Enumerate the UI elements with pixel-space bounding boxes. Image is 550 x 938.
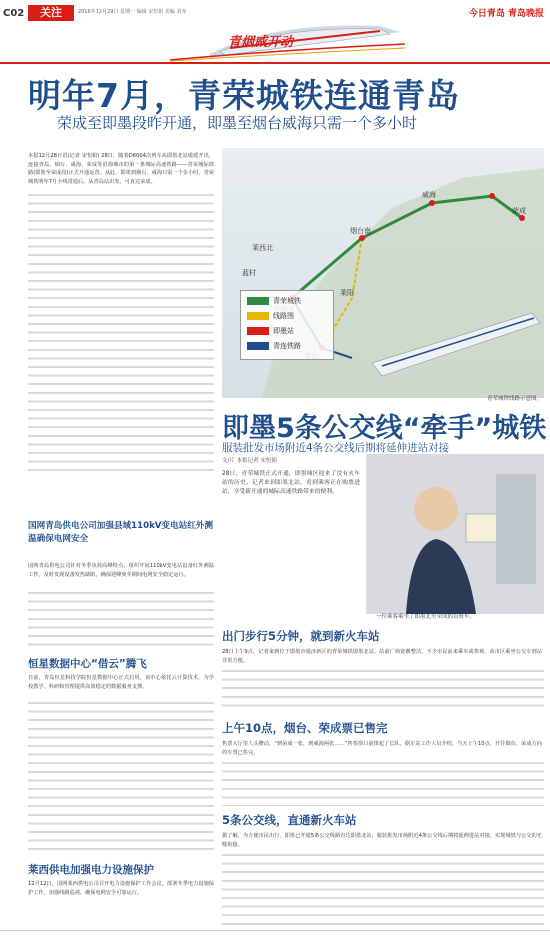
map-city-label: 烟台南 (350, 227, 371, 235)
map-city-label: 蓝村 (242, 269, 256, 277)
section-subheadline: 服装批发市场附近4条公交线后期将延伸进站对接 (222, 442, 450, 454)
map-city-label: 威海 (422, 191, 436, 199)
left-story-body (28, 590, 214, 648)
main-headline: 明年7月，青荣城铁连通青岛 (28, 76, 460, 115)
legend-item: 即墨站 (247, 326, 294, 336)
map-city-label: 莱阳 (340, 289, 354, 297)
story-body (222, 760, 544, 806)
route-map (222, 148, 544, 398)
left-story-title: 莱西供电加强电力设施保护 (28, 864, 154, 876)
story-subhead: 上午10点，烟台、荣成票已售完 (222, 721, 388, 735)
photo-caption: 一位乘客乘坐了即墨北至荣成的首班车。 (376, 614, 476, 620)
page-footer-rule (0, 930, 550, 931)
story-text: 售票大厅里人头攒动，“到荣成一张，到威海两张……”售票窗口前排起了长队。据车站工作人员介绍，当天上午10点，开往烟台、荣成方向的车票已售完。 (222, 741, 542, 756)
left-story-text: 12月12日，国网莱西供电公司召开电力设施保护工作会议，部署冬季电力设施保护工作，加强线路巡视，确保电网安全可靠运行。 (28, 881, 214, 896)
story-body (222, 668, 544, 712)
legend-swatch (247, 297, 269, 305)
legend-swatch (247, 342, 269, 350)
legend-item: 青连铁路 (247, 341, 301, 351)
byline: 文/片 本报记者 宋恒娟 (222, 458, 277, 464)
story-body (222, 852, 544, 926)
story-text: 据了解，为方便市民出行，即墨已开通5条公交线路直达即墨北站，服装批发市场附近4条公交线后期将延伸进站对接，实现城铁与公交的无缝衔接。 (222, 833, 542, 848)
main-subheadline: 荣成至即墨段昨开通，即墨至烟台威海只需一个多小时 (57, 114, 418, 132)
left-story-text: 国网青岛供电公司针对冬季负荷高峰特点，组织开展110kV变电站设备红外测温工作，及时发现设备发热缺陷，确保迎峰度冬期间电网安全稳定运行。 (28, 563, 214, 578)
legend-swatch (247, 312, 269, 320)
legend-swatch (247, 327, 269, 335)
banner-title: 青烟威开动 (228, 35, 294, 50)
map-city-label: 荣成 (512, 207, 526, 215)
story-subhead: 出门步行5分钟，就到新火车站 (222, 629, 380, 643)
map-city-label: 莱西北 (252, 244, 273, 252)
left-story-body (28, 700, 214, 854)
section-headline: 即墨5条公交线“牵手”城铁 (222, 413, 547, 444)
legend-item: 线路图 (247, 311, 294, 321)
map-caption: 青荣城铁线路示意图。 (486, 396, 542, 402)
header-meta: 2016年12月29日 星期一 编辑 宋恒娟 美编 刘亦 (78, 9, 187, 15)
passenger-photo (366, 454, 544, 614)
legend-item: 青荣城铁 (247, 296, 301, 306)
lead-paragraph: 本报12月28日讯(记者 宋恒娟) 28日，随着D6004次列车从即墨北站缓缓开出，连接青岛、烟台、威海、荣成等沿海城市的第一条城际高速铁路——青荣城际铁路(即墨至荣成段)正式开通运营。从此，即墨到烟台、威海只需一个多小时。青荣城铁明年7月全线贯通后，从青岛站出发，可直达荣成。 (28, 153, 214, 185)
map-graphic (222, 148, 544, 398)
lead-article-body (28, 192, 214, 476)
left-story-title: 恒星数据中心“借云”腾飞 (28, 658, 147, 670)
map-legend (240, 290, 334, 360)
left-story-title: 国网青岛供电公司加强县域110kV变电站红外测温确保电网安全 (28, 521, 213, 544)
left-story-text: 日前，青岛恒星科技学院恒星数据中心正式启用。该中心依托云计算技术，为学校教学、科研和管理提供高效稳定的数据服务支撑。 (28, 675, 214, 690)
passenger-illustration (366, 454, 544, 614)
newspaper-name: 今日青岛 青岛晚报 (468, 9, 544, 19)
section-intro: 28日，青荣城铁正式开通，即墨城区迎来了没有火车站的历史。记者来到即墨北站，看到乘客正在购票进站，享受新开通的城际高速铁路带来的便利。 (222, 471, 360, 495)
story-text: 28日上午9点，记者来到位于即墨市通济新区的青荣城铁即墨北站。站前广场宽敞整洁，不少市民前来乘车或参观，从市区乘坐公交车到站非常方便。 (222, 649, 542, 664)
page-number: C02 (3, 8, 25, 19)
header-rule (0, 62, 550, 64)
section-label: 关注 (28, 5, 74, 21)
story-subhead: 5条公交线，直通新火车站 (222, 813, 357, 827)
